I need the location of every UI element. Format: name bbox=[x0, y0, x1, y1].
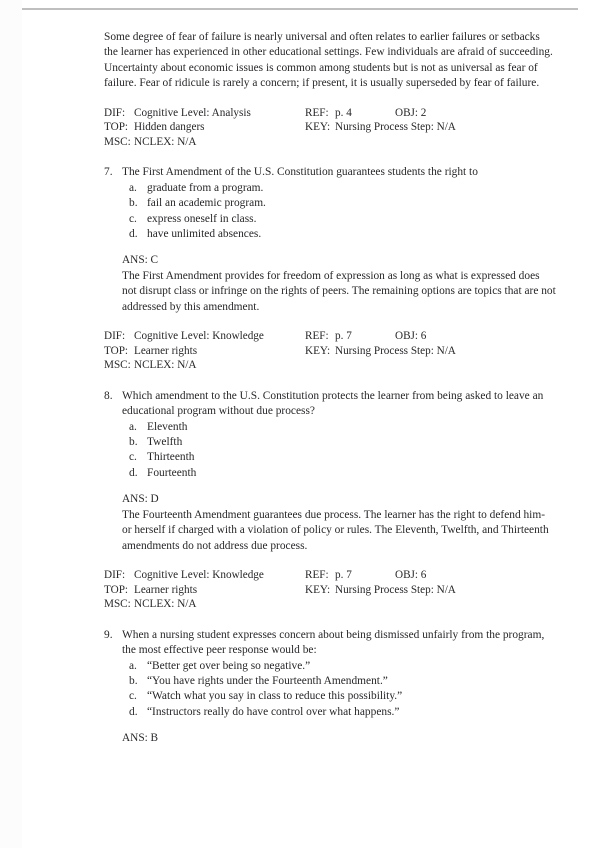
metadata-top bbox=[104, 344, 305, 359]
option-text: “Better get over being so negative.” bbox=[147, 659, 311, 672]
metadata-row-msc bbox=[104, 597, 556, 612]
metadata-value-obj: OBJ: 6 bbox=[395, 330, 427, 343]
metadata-row-top-key bbox=[104, 583, 556, 598]
metadata-label-dif: DIF: bbox=[104, 330, 126, 343]
metadata-value-obj: OBJ: 2 bbox=[395, 106, 427, 119]
metadata-value-ref: p. 7 bbox=[335, 330, 352, 343]
metadata-label-key: KEY: bbox=[305, 344, 331, 357]
question-options bbox=[122, 420, 556, 482]
option-d[interactable] bbox=[122, 705, 556, 720]
metadata-block-2 bbox=[104, 329, 556, 373]
metadata-block-1 bbox=[104, 106, 556, 150]
metadata-row-dif-ref-obj bbox=[104, 329, 556, 344]
metadata-value-dif: Cognitive Level: Knowledge bbox=[134, 330, 264, 343]
question-number: 8. bbox=[104, 389, 113, 402]
question-7 bbox=[104, 165, 556, 315]
metadata-value-msc: NCLEX: N/A bbox=[134, 135, 197, 148]
option-letter: b. bbox=[129, 674, 138, 687]
metadata-block-3 bbox=[104, 568, 556, 612]
metadata-value-top: Learner rights bbox=[134, 344, 198, 357]
option-letter: d. bbox=[129, 466, 138, 479]
metadata-dif bbox=[104, 106, 305, 121]
metadata-label-key: KEY: bbox=[305, 583, 331, 596]
metadata-value-top: Hidden dangers bbox=[134, 121, 205, 134]
metadata-label-msc: MSC: bbox=[104, 598, 131, 611]
answer-line: ANS: D bbox=[122, 493, 159, 506]
question-number: 9. bbox=[104, 628, 113, 641]
metadata-ref bbox=[305, 329, 556, 344]
metadata-row-top-key bbox=[104, 120, 556, 135]
option-b[interactable] bbox=[122, 196, 556, 211]
option-text: Fourteenth bbox=[147, 466, 197, 479]
option-text: Twelfth bbox=[147, 436, 183, 449]
metadata-msc bbox=[104, 358, 305, 373]
option-letter: a. bbox=[129, 181, 137, 194]
metadata-label-top: TOP: bbox=[104, 121, 129, 134]
answer-line: ANS: C bbox=[122, 254, 159, 267]
question-number: 7. bbox=[104, 166, 113, 179]
option-a[interactable] bbox=[122, 659, 556, 674]
metadata-value-key: Nursing Process Step: N/A bbox=[335, 121, 456, 134]
metadata-value-ref: p. 4 bbox=[335, 106, 352, 119]
option-letter: c. bbox=[129, 690, 137, 703]
option-letter: c. bbox=[129, 451, 137, 464]
metadata-dif bbox=[104, 568, 305, 583]
metadata-value-key: Nursing Process Step: N/A bbox=[335, 583, 456, 596]
metadata-value-top: Learner rights bbox=[134, 583, 198, 596]
option-letter: b. bbox=[129, 436, 138, 449]
option-letter: b. bbox=[129, 197, 138, 210]
option-letter: d. bbox=[129, 705, 138, 718]
metadata-row-dif-ref-obj bbox=[104, 106, 556, 121]
question-options bbox=[122, 659, 556, 721]
rationale-text: The Fourteenth Amendment guarantees due process. The learner has the right to defend him- or herself if charged with a violation of policy or rules. The Eleventh, Twelfth, and Thirteenth amendments do not address due process. bbox=[122, 508, 549, 552]
option-c[interactable] bbox=[122, 689, 556, 704]
metadata-label-ref: REF: bbox=[305, 106, 329, 119]
metadata-label-key: KEY: bbox=[305, 121, 331, 134]
option-text: fail an academic program. bbox=[147, 197, 266, 210]
option-d[interactable] bbox=[122, 227, 556, 242]
metadata-key bbox=[305, 344, 556, 359]
metadata-top bbox=[104, 120, 305, 135]
option-text: “Watch what you say in class to reduce this possibility.” bbox=[147, 690, 403, 703]
option-b[interactable] bbox=[122, 674, 556, 689]
option-letter: d. bbox=[129, 228, 138, 241]
metadata-label-dif: DIF: bbox=[104, 568, 126, 581]
metadata-ref bbox=[305, 568, 556, 583]
metadata-top bbox=[104, 583, 305, 598]
option-c[interactable] bbox=[122, 450, 556, 465]
metadata-msc bbox=[104, 135, 305, 150]
metadata-label-msc: MSC: bbox=[104, 359, 131, 372]
option-d[interactable] bbox=[122, 466, 556, 481]
metadata-label-ref: REF: bbox=[305, 568, 329, 581]
option-letter: a. bbox=[129, 420, 137, 433]
metadata-row-dif-ref-obj bbox=[104, 568, 556, 583]
metadata-value-msc: NCLEX: N/A bbox=[134, 598, 197, 611]
metadata-row-top-key bbox=[104, 344, 556, 359]
question-options bbox=[122, 181, 556, 243]
question-stem: Which amendment to the U.S. Constitution protects the learner from being asked to leave an educational program without due process? bbox=[122, 389, 544, 418]
metadata-key bbox=[305, 120, 556, 135]
intro-paragraph: Some degree of fear of failure is nearly universal and often relates to earlier failures or setbacks the learner has experienced in other educational settings. Few individuals are afraid of succeeding. Uncertainty about economic issues is common among students but is not as universal as fear of failure. Fear of ridicule is rarely a concern; if present, it is usually superseded by fear of failure. bbox=[104, 31, 553, 90]
metadata-value-key: Nursing Process Step: N/A bbox=[335, 344, 456, 357]
metadata-value-dif: Cognitive Level: Analysis bbox=[134, 106, 251, 119]
metadata-label-ref: REF: bbox=[305, 330, 329, 343]
question-9 bbox=[104, 628, 556, 747]
metadata-key bbox=[305, 583, 556, 598]
metadata-msc bbox=[104, 597, 305, 612]
option-text: Thirteenth bbox=[147, 451, 195, 464]
metadata-label-dif: DIF: bbox=[104, 106, 126, 119]
option-b[interactable] bbox=[122, 435, 556, 450]
option-text: have unlimited absences. bbox=[147, 228, 262, 241]
option-text: “Instructors really do have control over what happens.” bbox=[147, 705, 400, 718]
document-content bbox=[104, 30, 556, 747]
metadata-row-msc bbox=[104, 135, 556, 150]
metadata-value-dif: Cognitive Level: Knowledge bbox=[134, 568, 264, 581]
question-8 bbox=[104, 389, 556, 554]
option-a[interactable] bbox=[122, 181, 556, 196]
answer-line: ANS: B bbox=[122, 732, 159, 745]
question-stem: The First Amendment of the U.S. Constitution guarantees students the right to bbox=[122, 166, 478, 179]
option-text: “You have rights under the Fourteenth Amendment.” bbox=[147, 674, 388, 687]
metadata-label-top: TOP: bbox=[104, 344, 129, 357]
metadata-label-msc: MSC: bbox=[104, 135, 131, 148]
metadata-row-msc bbox=[104, 358, 556, 373]
question-stem: When a nursing student expresses concern about being dismissed unfairly from the program, the most effective peer response would be: bbox=[122, 628, 545, 657]
option-text: Eleventh bbox=[147, 420, 188, 433]
metadata-value-msc: NCLEX: N/A bbox=[134, 359, 197, 372]
metadata-value-obj: OBJ: 6 bbox=[395, 568, 427, 581]
rationale-text: The First Amendment provides for freedom of expression as long as what is expressed does not disrupt class or infringe on the rights of peers. The remaining options are topics that are not addressed by this amendment. bbox=[122, 269, 556, 313]
option-text: express oneself in class. bbox=[147, 212, 257, 225]
option-a[interactable] bbox=[122, 420, 556, 435]
option-letter: a. bbox=[129, 659, 137, 672]
metadata-label-top: TOP: bbox=[104, 583, 129, 596]
metadata-ref bbox=[305, 106, 556, 121]
option-c[interactable] bbox=[122, 212, 556, 227]
option-letter: c. bbox=[129, 212, 137, 225]
option-text: graduate from a program. bbox=[147, 181, 264, 194]
metadata-value-ref: p. 7 bbox=[335, 568, 352, 581]
metadata-dif bbox=[104, 329, 305, 344]
